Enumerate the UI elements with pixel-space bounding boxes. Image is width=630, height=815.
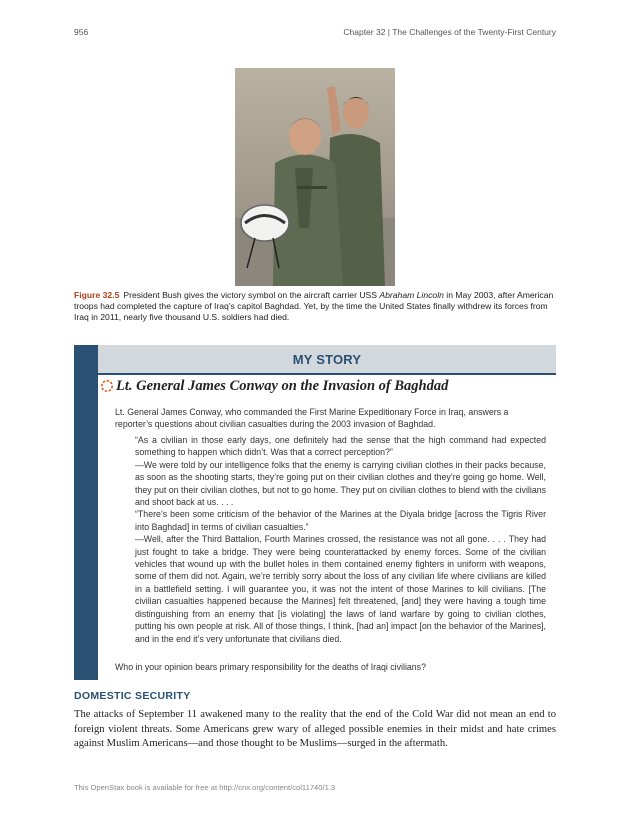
feature-question: Who in your opinion bears primary responsibility for the deaths of Iraqi civilians? bbox=[115, 662, 426, 672]
page-footer: This OpenStax book is available for free at http://cnx.org/content/col11740/1.3 bbox=[74, 783, 336, 792]
feature-intro: Lt. General James Conway, who commanded the First Marine Expeditionary Force in Iraq, answers a reporter’s questions about civilian casualties during the 2003 invasion of Baghdad. bbox=[115, 407, 509, 430]
caption-ship-name: Abraham Lincoln bbox=[379, 290, 444, 300]
feature-quote bbox=[135, 434, 546, 645]
feature-side-bar bbox=[74, 345, 98, 680]
figure-photo bbox=[235, 68, 395, 286]
photo-illustration bbox=[235, 68, 395, 286]
feature-header: MY STORY bbox=[98, 345, 556, 375]
feature-title: Lt. General James Conway on the Invasion of Baghdad bbox=[116, 378, 449, 394]
running-head: Chapter 32 | The Challenges of the Twenty-First Century bbox=[343, 27, 556, 37]
quote-paragraph: —Well, after the Third Battalion, Fourth Marines crossed, the resistance was not all gone. . . . They had just fought to take a bridge. They were being counterattacked by enemy forces. Some of the civilian vehicles that wound up with the bullet holes in them contained enemy fighters in uniform with weapons, some of them did not. Again, we’re terribly sorry about the loss of any civilian life where civilians are killed in a battlefield setting. I will guarantee you, it was not the intent of those Marines to kill civilians. [The civilian casualties happened because the Marines] felt threatened, [and] they were having a tough time distinguishing from an enemy that [is violating] the laws of land warfare by going to civilian clothes, putting his own people at risk. All of those things, I think, [had an] impact [on the behavior of the Marines], and in the end it’s very unfortunate that civilians died. bbox=[135, 534, 546, 644]
section-body: The attacks of September 11 awakened many to the reality that the end of the Cold War did not mean an end to foreign violent threats. Some Americans grew wary of alleged possible enemies in their midst and hate crimes against Muslim Americans—and those thought to be Muslims—surged in the aftermath. bbox=[74, 709, 556, 750]
page-number: 956 bbox=[74, 27, 89, 37]
quote-paragraph: “As a civilian in those early days, one definitely had the sense that the high command had expected something to happen which didn’t. Was that a correct perception?” bbox=[135, 435, 546, 458]
quote-paragraph: “There’s been some criticism of the behavior of the Marines at the Diyala bridge [across the Tigris River into Baghdad] in terms of civilian casualties.” bbox=[135, 509, 546, 532]
quote-paragraph: —We were told by our intelligence folks that the enemy is carrying civilian clothes in their packs because, as soon as the shooting starts, they’re going put on their civilian clothes and they’re going go home. Well, they put on their civilian clothes, but not to go home. They put on civilian clothes to blend with the civilians and shoot back at us. . . . bbox=[135, 459, 546, 508]
my-story-icon bbox=[100, 379, 114, 393]
caption-text-2: in May 2003, after American troops had completed the capture of Iraq’s capitol Baghdad. Yet, by the time the United States finally withdrew its forces from Iraq in 2011, nearly five thousand U.S. soldiers had died. bbox=[74, 290, 554, 322]
caption-text-1: President Bush gives the victory symbol on the aircraft carrier USS bbox=[123, 290, 377, 300]
section-heading: DOMESTIC SECURITY bbox=[74, 690, 191, 702]
figure-caption bbox=[74, 290, 556, 323]
figure-label: Figure 32.5 bbox=[74, 290, 120, 300]
